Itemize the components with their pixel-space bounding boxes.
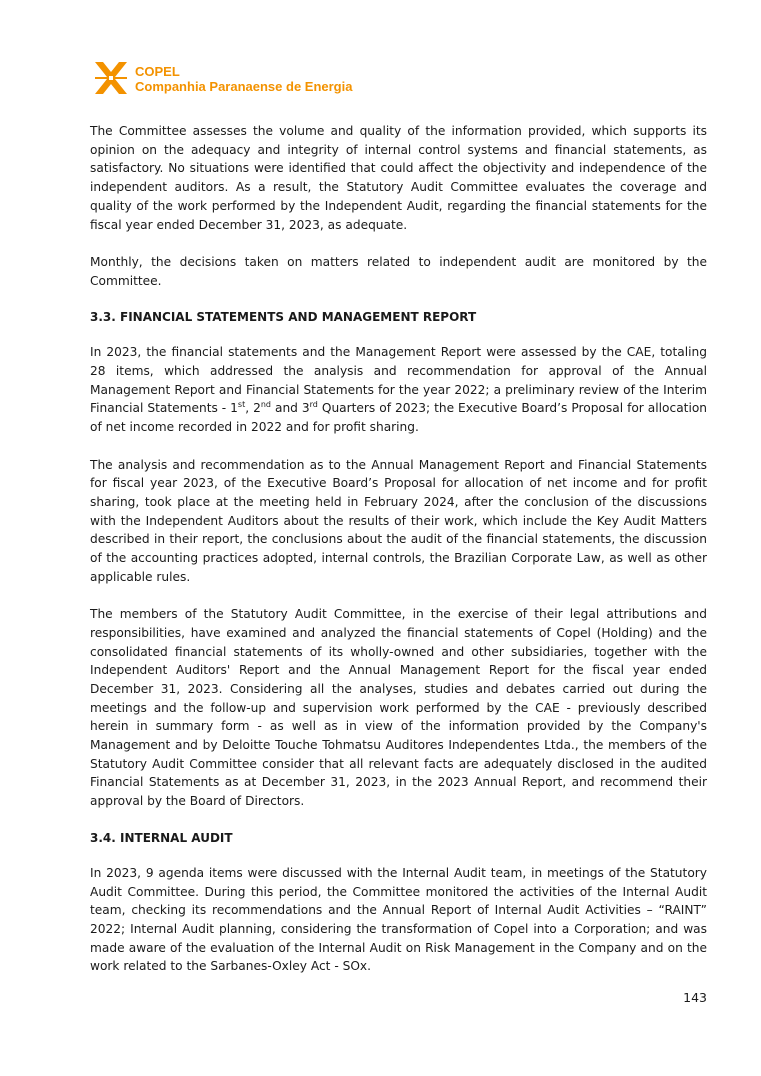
p3-text-d: Quarters of 2023; the Executive Board’s Proposal for allocation of net income recorded in 2022 and for profit sharing. — [90, 401, 708, 435]
section-heading-3-4: 3.4. INTERNAL AUDIT — [90, 830, 233, 845]
p3-text-b: , 2 — [245, 401, 261, 416]
logo-name: COPEL — [135, 64, 180, 79]
p3-text-c: and 3 — [271, 401, 310, 416]
paragraph-committee-members: The members of the Statutory Audit Committee, in the exercise of their legal attributions and responsibilities, have examined and analyzed the financial statements of Copel (Holding) and the consolidated financial statements of its wholly-owned and other subsidiaries, together with the Independent Auditors' Report and the Annual Management Report for the fiscal year ended December 31, 2023. Considering all the analyses, studies and debates carried out during the meetings and the follow-up and supervision work performed by the CAE - previously described herein in summary form - as well as in view of the information provided by the Company's Management and by Deloitte Touche Tohmatsu Auditores Independentes Ltda., the members of the Statutory Audit Committee consider that all relevant facts are adequately disclosed in the audited Financial Statements as at December 31, 2023, in the 2023 Annual Report, and recommend their approval by the Board of Directors. — [90, 607, 707, 809]
paragraph-analysis-recommendation: The analysis and recommendation as to the Annual Management Report and Financial Statements for fiscal year 2023, of the Executive Board’s Proposal for allocation of net income and for profit sharing, took place at the meeting held in February 2024, after the conclusion of the discussions with the Independent Auditors about the results of their work, which include the Key Audit Matters described in their report, the conclusions about the audit of the financial statements, the discussion of the accounting practices adopted, internal controls, the Brazilian Corporate Law, as well as other applicable rules. — [90, 457, 707, 584]
copel-logo-icon — [93, 60, 129, 96]
paragraph-committee-assessment: The Committee assesses the volume and quality of the information provided, which supports its opinion on the adequacy and integrity of internal control systems and financial statements, as satisfactory. No situations were identified that could affect the objectivity and independence of the independent auditors. As a result, the Statutory Audit Committee evaluates the coverage and quality of the work performed by the Independent Audit, regarding the financial statements for the fiscal year ended December 31, 2023, as adequate. — [90, 124, 707, 232]
paragraph-monthly-decisions: Monthly, the decisions taken on matters related to independent audit are monitored by the Committee. — [90, 254, 707, 288]
paragraph-internal-audit: In 2023, 9 agenda items were discussed with the Internal Audit team, in meetings of the Statutory Audit Committee. During this period, the Committee monitored the activities of the Internal Audit team, checking its recommendations and the Annual Report of Internal Audit Activities – “RAINT” 2022; Internal Audit planning, considering the transformation of Copel into a Corporation; and was made aware of the evaluation of the Internal Audit on Risk Management in the Company and on the work related to the Sarbanes-Oxley Act - SOx. — [90, 865, 707, 974]
section-heading-3-3: 3.3. FINANCIAL STATEMENTS AND MANAGEMENT REPORT — [90, 310, 477, 325]
p3-sup-nd: nd — [260, 400, 271, 410]
p3-sup-st: st — [237, 400, 246, 410]
page-number: 143 — [683, 990, 707, 1005]
p3-sup-rd: rd — [309, 400, 318, 410]
company-logo — [93, 60, 353, 96]
document-body — [90, 122, 707, 976]
paragraph-financial-statements-2023 — [90, 343, 707, 437]
p3-text-a: In 2023, the financial statements and the Management Report were assessed by the CAE, totaling 28 items, which addressed the analysis and recommendation for approval of the Annual Management Report and Financial Statements for the year 2022; a preliminary review of the Interim Financial Statements - 1 — [90, 345, 707, 416]
logo-subtitle: Companhia Paranaense de Energia — [135, 79, 353, 94]
